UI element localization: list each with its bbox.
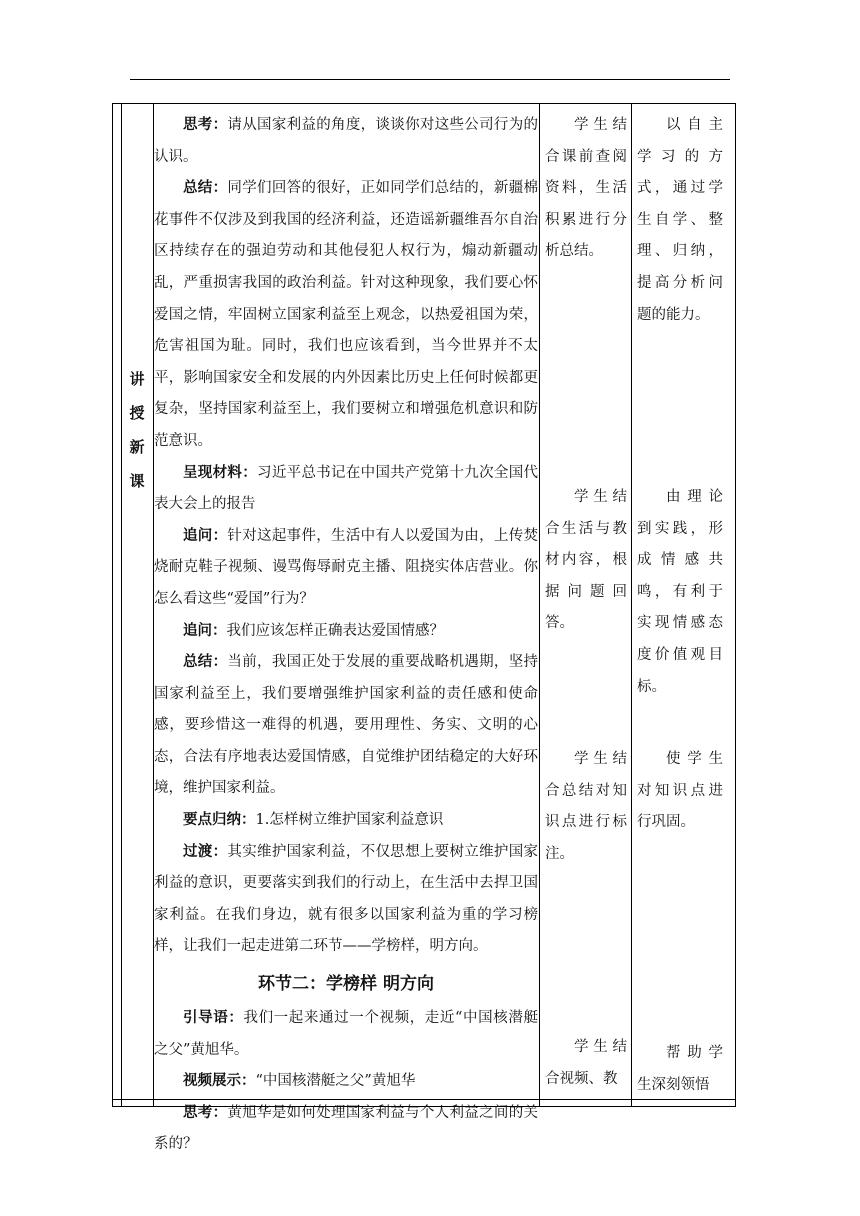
paragraph [154, 616, 538, 648]
cell-text: 学生结合课前查阅资料，生活积累进行分析总结。 [545, 117, 627, 260]
section-label-char: 授 [129, 404, 145, 422]
paragraph-text: 我们一起来通过一个视频，走近“中国核潜艇之父”黄旭华。 [154, 1010, 538, 1058]
paragraph-label: 总结： [183, 654, 228, 671]
cell-text: 帮助学生深刻领悟 [637, 1045, 723, 1093]
section-label [121, 362, 153, 498]
paragraph-text: 当前，我国正处于发展的重要战略机遇期，坚持国家利益至上，我们要增强维护国家利益的责任感和使命感，要珍惜这一难得的机遇，要用理性、务实、文明的心态，合法有序地表达爱国情感，自觉维护团结稳定的大好环境，维护国家利益。 [154, 654, 539, 797]
paragraph-text: 1.怎样树立维护国家利益意识 [255, 812, 444, 829]
paragraph-label: 过渡： [183, 843, 228, 860]
paragraph-text: 黄旭华是如何处理国家利益与个人利益之间的关系的？ [154, 1104, 539, 1153]
design-intent-cell [637, 110, 723, 331]
cell-text: 以自主学习的方式，通过学生自学、整理、归纳，提高分析问题的能力。 [637, 117, 723, 323]
paragraph [154, 647, 538, 805]
paragraph [154, 521, 538, 616]
student-activity-cell [545, 744, 627, 870]
cell-text: 学生结合总结对知识点进行标注。 [545, 751, 627, 862]
paragraph-label: 思考： [183, 117, 228, 133]
paragraph-label: 引导语： [183, 1010, 244, 1027]
column-divider [631, 104, 632, 1106]
paragraph-text: 其实维护国家利益，不仅思想上要树立维护国家利益的意识，更要落实到我们的行动上，在生活中去捍卫国家利益。在我们身边，就有很多以国家利益为重的学习榜样，让我们一起走进第二环节——学榜样，明方向。 [154, 843, 539, 955]
section-label-char: 课 [129, 472, 145, 490]
cell-text: 使学生对知识点进行巩固。 [637, 751, 723, 831]
student-activity-cell [545, 482, 627, 640]
paragraph-label: 追问： [183, 622, 227, 639]
teaching-activities [154, 110, 538, 1161]
design-intent-cell [637, 744, 723, 839]
paragraph [154, 173, 538, 457]
design-intent-cell [637, 482, 723, 703]
column-divider [539, 104, 540, 1106]
section-heading: 环节二：学榜样 明方向 [258, 974, 434, 995]
student-activity-cell [545, 1032, 627, 1095]
paragraph-label: 总结： [183, 180, 228, 197]
paragraph-label: 呈现材料： [183, 464, 258, 481]
student-activity-cell [545, 110, 627, 268]
cell-text: 学生结合生活与教材内容，根据问题回答。 [545, 489, 627, 632]
design-intent-cell [637, 1038, 723, 1101]
cell-text: 由理论到实践，形成情感共鸣，有利于实现情感态度价值观目标。 [637, 489, 723, 695]
paragraph-text: 我们应该怎样正确表达爱国情感？ [226, 622, 444, 639]
paragraph [154, 458, 538, 521]
paragraph [154, 837, 538, 963]
section-label-column [121, 104, 153, 1106]
paragraph-text: 针对这起事件，生活中有人以爱国为由，上传焚烧耐克鞋子视频、谩骂侮辱耐克主播、阻挠实体店营业。你怎么看这些“爱国”行为？ [154, 527, 539, 607]
paragraph-label: 思考： [183, 1104, 228, 1121]
paragraph [154, 110, 538, 173]
section-label-char: 新 [129, 438, 145, 456]
section-label-char: 讲 [129, 370, 145, 388]
paragraph [154, 1003, 538, 1066]
paragraph-text: 习近平总书记在中国共产党第十九次全国代表大会上的报告 [154, 464, 539, 513]
paragraph-text: 请从国家利益的角度，谈谈你对这些公司行为的认识。 [154, 117, 539, 165]
cell-text: 学生结合视频、教 [545, 1039, 627, 1087]
lesson-table [112, 103, 736, 1153]
paragraph-text: 同学们回答的很好，正如同学们总结的，新疆棉花事件不仅涉及到我国的经济利益，还造谣新疆维吾尔自治区持续存在的强迫劳动和其他侵犯人权行为，煽动新疆动乱，严重损害我国的政治利益。针对这种现象，我们要心怀爱国之情，牢固树立国家利益至上观念，以热爱祖国为荣，危害祖国为耻。同时，我们也应该看到，当今世界并不太平，影响国家安全和发展的内外因素比历史上任何时候都更复杂，坚持国家利益至上，我们要树立和增强危机意识和防范意识。 [154, 180, 539, 449]
paragraph [154, 805, 538, 837]
paragraph-label: 要点归纳： [183, 812, 256, 829]
paragraph [154, 1066, 538, 1098]
paragraph-text: “中国核潜艇之父”黄旭华 [255, 1073, 416, 1090]
paragraph [154, 1098, 538, 1161]
paragraph-label: 视频展示： [183, 1073, 256, 1090]
paragraph-label: 追问： [183, 527, 228, 544]
header-rule [130, 79, 730, 80]
